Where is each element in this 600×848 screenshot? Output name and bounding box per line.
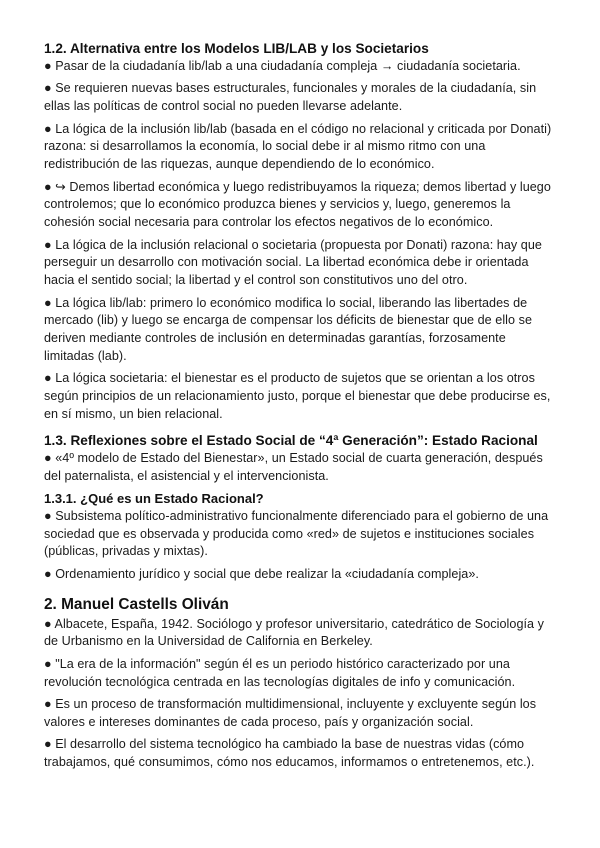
bullet-item: ● Es un proceso de transformación multidimensional, incluyente y excluyente según los valores e intereses dominantes de cada proceso, país y organización social. (44, 697, 537, 729)
bullet-item: ● Albacete, España, 1942. Sociólogo y profesor universitario, catedrático de Sociología y de Urbanismo en la Universidad de California en Berkeley. (44, 616, 545, 649)
bullet-item: ● La lógica de la inclusión lib/lab (basada en el código no relacional y criticada por Donati) razona: si desarrollamos la economía, lo social debe ir al mismo ritmo con una redistribución de las riquezas, aunque dependiendo de lo económico. (44, 121, 552, 172)
chapter-heading: 2. Manuel Castells Oliván (44, 595, 229, 613)
bullet-item: ● Ordenamiento jurídico y social que debe realizar la «ciudadanía compleja». (44, 566, 479, 581)
bullet-item: ● Subsistema político-administrativo funcionalmente diferenciado para el gobierno de una sociedad que es observada y producida como «red» de sujetos e instituciones sociales (públicas, privadas y mixtas). (44, 508, 549, 559)
bullet-item: ● El desarrollo del sistema tecnológico ha cambiado la base de nuestras vidas (cómo trabajamos, qué consumimos, cómo nos educamos, informamos o entretenemos, etc.). (44, 737, 535, 770)
document-page (44, 40, 556, 776)
bullet-item: ● Pasar de la ciudadanía lib/lab a una ciudadanía compleja → ciudadanía societaria. (44, 59, 521, 73)
section-estado-social-4g (44, 432, 556, 486)
section-heading: 1.3. Reflexiones sobre el Estado Social de “4ª Generación”: Estado Racional (44, 432, 538, 448)
bullet-item: ● ↪ Demos libertad económica y luego redistribuyamos la riqueza; demos libertad y luego controlemos; que lo económico produzca bienes y servicios y, luego, generemos la cohesión social necesaria para controlar los efectos negativos de lo económico. (44, 179, 551, 230)
section-lib-lab-alternative (44, 40, 556, 424)
bullet-item: ● «4º modelo de Estado del Bienestar», un Estado social de cuarta generación, después del paternalista, el asistencial y el intervencionista. (44, 450, 543, 483)
bullet-item: ● Se requieren nuevas bases estructurales, funcionales y morales de la ciudadanía, sin ellas las políticas de control social no pueden llevarse adelante. (44, 81, 537, 114)
bullet-item: ● La lógica de la inclusión relacional o societaria (propuesta por Donati) razona: hay que perseguir un desarrollo con motivación social. La libertad económica debe ir orientada hacia el sentido social; la libertad y el control son constitutivos uno del otro. (44, 237, 542, 288)
subsection-heading: 1.3.1. ¿Qué es un Estado Racional? (44, 490, 264, 506)
section-manuel-castells (44, 595, 556, 772)
section-estado-racional (44, 490, 556, 584)
bullet-item: ● "La era de la información" según él es un periodo histórico caracterizado por una revolución tecnológica centrada en las tecnologías digitales de info y comunicación. (44, 656, 516, 689)
bullet-item: ● La lógica lib/lab: primero lo económico modifica lo social, liberando las libertades de mercado (lib) y luego se encarga de compensar los déficits de bienestar que de ello se deriven mediante controles de inclusión en determinadas garantías, forzosamente limitadas (lab). (44, 295, 533, 363)
bullet-item: ● La lógica societaria: el bienestar es el producto de sujetos que se orientan a los otros según principios de un relacionamiento justo, porque el bienestar que debe producirse es, en sí mismo, un bien relacional. (44, 371, 551, 421)
section-heading: 1.2. Alternativa entre los Modelos LIB/LAB y los Societarios (44, 41, 429, 56)
